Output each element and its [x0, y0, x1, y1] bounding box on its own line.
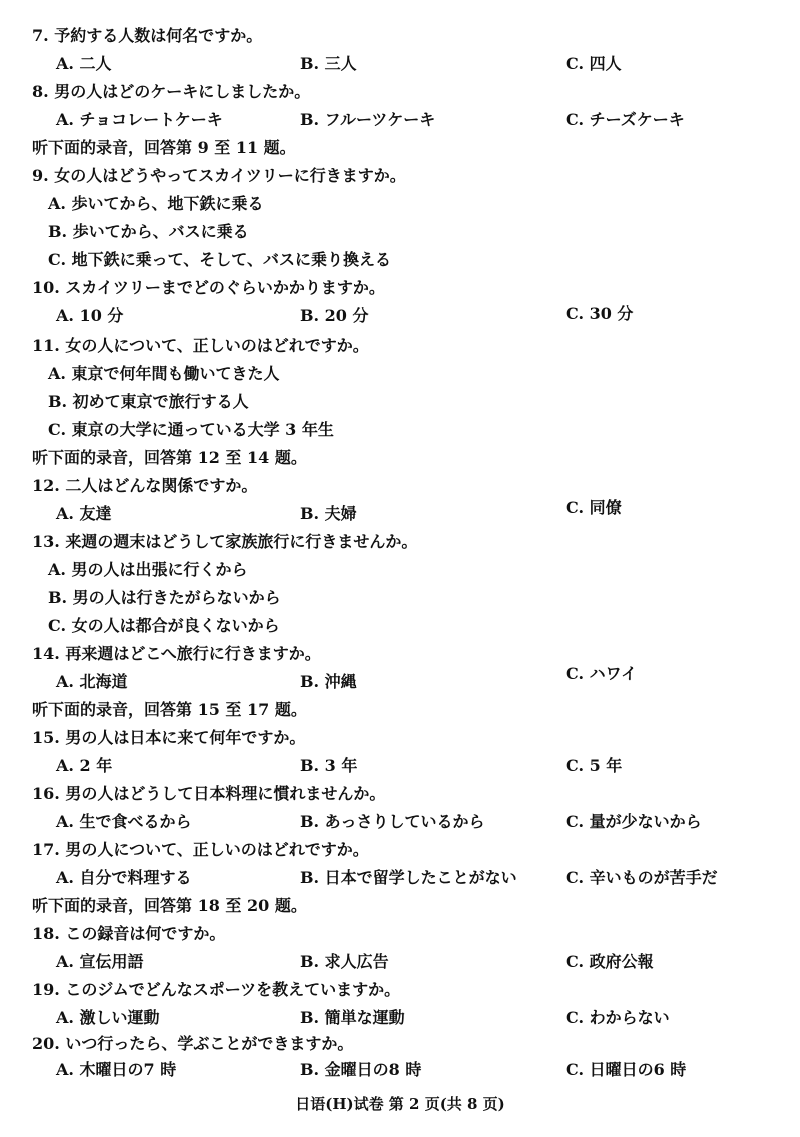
question-13-option-c: C. 女の人は都合が良くないから	[48, 616, 280, 635]
question-10-stem: 10. スカイツリーまでどのぐらいかかりますか。	[32, 278, 385, 297]
question-17-option-c: C. 辛いものが苦手だ	[566, 868, 718, 887]
question-8-option-a: A. チョコレートケーキ	[56, 110, 223, 129]
question-13-stem: 13. 来週の週末はどうして家族旅行に行きませんか。	[32, 532, 418, 551]
question-17-option-a: A. 自分で料理する	[56, 868, 192, 887]
question-19-option-c: C. わからない	[566, 1008, 670, 1027]
question-8-stem: 8. 男の人はどのケーキにしましたか。	[32, 82, 311, 101]
question-11-option-b: B. 初めて東京で旅行する人	[48, 392, 249, 411]
question-19-stem: 19. このジムでどんなスポーツを教えていますか。	[32, 980, 401, 999]
section-instruction: 听下面的录音，回答第 18 至 20 题。	[32, 896, 307, 915]
question-18-option-c: C. 政府公報	[566, 952, 654, 971]
section-instruction: 听下面的录音，回答第 12 至 14 题。	[32, 448, 307, 467]
question-15-option-c: C. 5 年	[566, 756, 623, 775]
question-16-option-c: C. 量が少ないから	[566, 812, 702, 831]
question-9-option-a: A. 歩いてから、地下鉄に乗る	[48, 194, 264, 213]
question-15-option-b: B. 3 年	[300, 756, 358, 775]
question-18-stem: 18. この録音は何ですか。	[32, 924, 226, 943]
question-17-option-b: B. 日本で留学したことがない	[300, 868, 517, 887]
question-12-option-a: A. 友達	[56, 504, 112, 523]
question-16-option-a: A. 生で食べるから	[56, 812, 192, 831]
question-8-option-b: B. フルーツケーキ	[300, 110, 436, 129]
question-16-option-b: B. あっさりしているから	[300, 812, 485, 831]
question-20-option-b: B. 金曜日の8 時	[300, 1060, 422, 1079]
question-11-option-a: A. 東京で何年間も働いてきた人	[48, 364, 280, 383]
question-14-option-c: C. ハワイ	[566, 664, 638, 683]
question-14-option-a: A. 北海道	[56, 672, 128, 691]
question-18-option-b: B. 求人広告	[300, 952, 389, 971]
question-7-option-c: C. 四人	[566, 54, 622, 73]
question-12-option-c: C. 同僚	[566, 498, 622, 517]
question-9-option-b: B. 歩いてから、バスに乗る	[48, 222, 249, 241]
question-11-option-c: C. 東京の大学に通っている大学 3 年生	[48, 420, 334, 439]
section-instruction: 听下面的录音，回答第 15 至 17 题。	[32, 700, 307, 719]
question-7-stem: 7. 予約する人数は何名ですか。	[32, 26, 263, 45]
question-9-option-c: C. 地下鉄に乗って、そして、バスに乗り換える	[48, 250, 391, 269]
question-10-option-c: C. 30 分	[566, 304, 634, 323]
question-19-option-b: B. 簡単な運動	[300, 1008, 405, 1027]
question-7-option-a: A. 二人	[56, 54, 112, 73]
question-13-option-b: B. 男の人は行きたがらないから	[48, 588, 281, 607]
question-10-option-a: A. 10 分	[56, 306, 124, 325]
question-19-option-a: A. 激しい運動	[56, 1008, 160, 1027]
question-11-stem: 11. 女の人について、正しいのはどれですか。	[32, 336, 369, 355]
question-8-option-c: C. チーズケーキ	[566, 110, 685, 129]
question-15-option-a: A. 2 年	[56, 756, 113, 775]
question-20-option-a: A. 木曜日の7 時	[56, 1060, 177, 1079]
question-7-option-b: B. 三人	[300, 54, 357, 73]
page-footer: 日语(H)试卷 第 2 页(共 8 页)	[295, 1095, 505, 1113]
question-18-option-a: A. 宣伝用語	[56, 952, 144, 971]
question-14-option-b: B. 沖縄	[300, 672, 357, 691]
question-10-option-b: B. 20 分	[300, 306, 369, 325]
question-12-stem: 12. 二人はどんな関係ですか。	[32, 476, 258, 495]
question-12-option-b: B. 夫婦	[300, 504, 357, 523]
question-14-stem: 14. 再来週はどこへ旅行に行きますか。	[32, 644, 321, 663]
question-13-option-a: A. 男の人は出張に行くから	[48, 560, 248, 579]
section-instruction: 听下面的录音，回答第 9 至 11 题。	[32, 138, 296, 157]
question-16-stem: 16. 男の人はどうして日本料理に慣れませんか。	[32, 784, 386, 803]
question-17-stem: 17. 男の人について、正しいのはどれですか。	[32, 840, 369, 859]
question-15-stem: 15. 男の人は日本に来て何年ですか。	[32, 728, 306, 747]
question-9-stem: 9. 女の人はどうやってスカイツリーに行きますか。	[32, 166, 406, 185]
question-20-stem: 20. いつ行ったら、学ぶことができますか。	[32, 1034, 354, 1053]
question-20-option-c: C. 日曜日の6 時	[566, 1060, 687, 1079]
